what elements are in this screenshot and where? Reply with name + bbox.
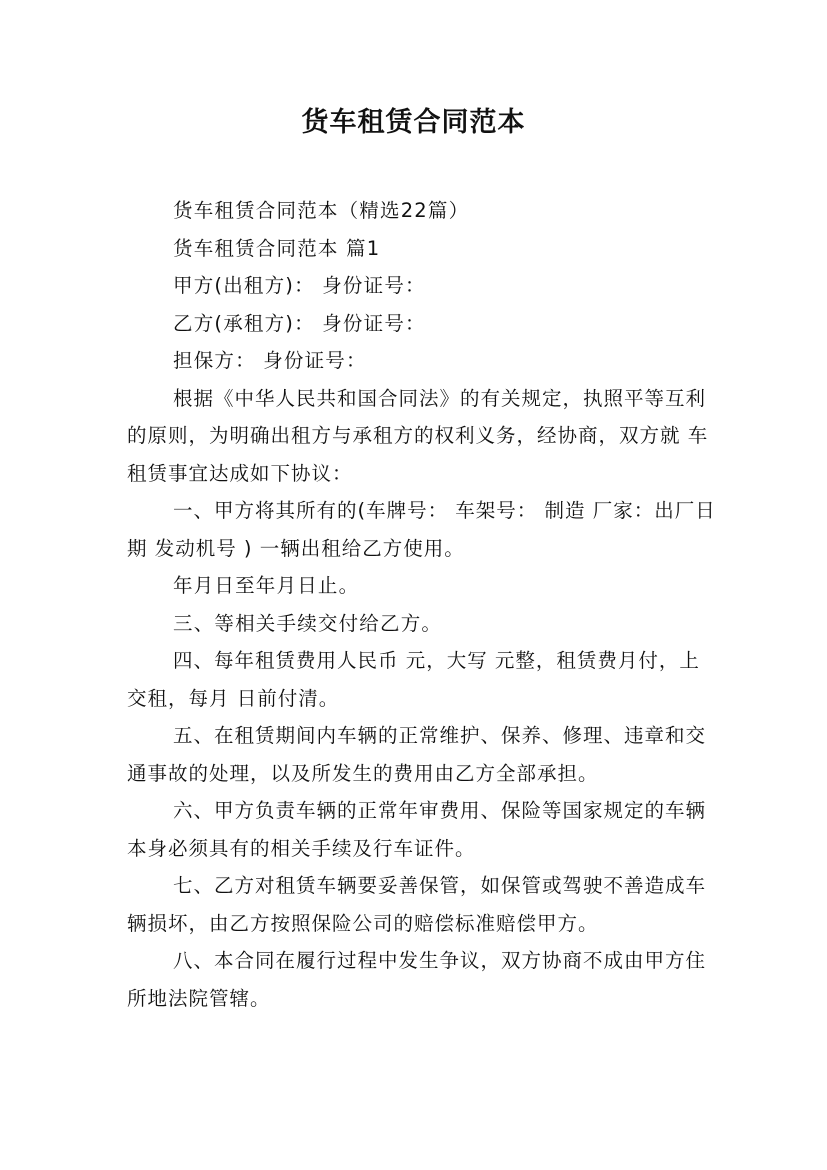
document-title: 货车租赁合同范本 — [301, 107, 526, 138]
paragraph-clause-8: 八、本合同在履行过程中发生争议，双方协商不成由甲方住所地法院管辖。 — [127, 949, 707, 1010]
paragraph-preamble: 根据《中华人民共和国合同法》的有关规定，执照平等互利的原则，为明确出租方与承租方的权利义务，经协商，双方就 车租赁事宜达成如下协议： — [127, 386, 709, 485]
paragraph-party-b: 乙方(承租方)： 身份证号： — [173, 311, 426, 335]
paragraph-guarantor: 担保方： 身份证号： — [173, 349, 367, 372]
paragraph-clause-7: 七、乙方对租赁车辆要妥善保管，如保管或驾驶不善造成车辆损坏，由乙方按照保险公司的赔偿标准赔偿甲方。 — [127, 874, 707, 935]
paragraph-clause-6: 六、甲方负责车辆的正常年审费用、保险等国家规定的车辆本身必须具有的相关手续及行车证件。 — [127, 799, 707, 860]
paragraph-clause-3: 三、等相关手续交付给乙方。 — [173, 611, 443, 635]
document-body — [127, 192, 717, 1017]
paragraph-party-a: 甲方(出租方)： 身份证号： — [173, 274, 426, 297]
paragraph-clause-5: 五、在租赁期间内车辆的正常维护、保养、修理、违章和交通事故的处理，以及所发生的费用由乙方全部承担。 — [127, 724, 707, 785]
paragraph-section-heading: 货车租赁合同范本 篇1 — [173, 236, 381, 260]
paragraph-subtitle: 货车租赁合同范本（精选22篇） — [173, 199, 470, 222]
paragraph-term: 年月日至年月日止。 — [173, 574, 360, 597]
paragraph-clause-4: 四、每年租赁费用人民币 元，大写 元整，租赁费月付，上交租，每月 日前付清。 — [127, 649, 700, 710]
paragraph-clause-1: 一、甲方将其所有的(车牌号： 车架号： 制造 厂家：出厂日期 发动机号 ) 一辆出租给乙方使用。 — [127, 499, 716, 560]
